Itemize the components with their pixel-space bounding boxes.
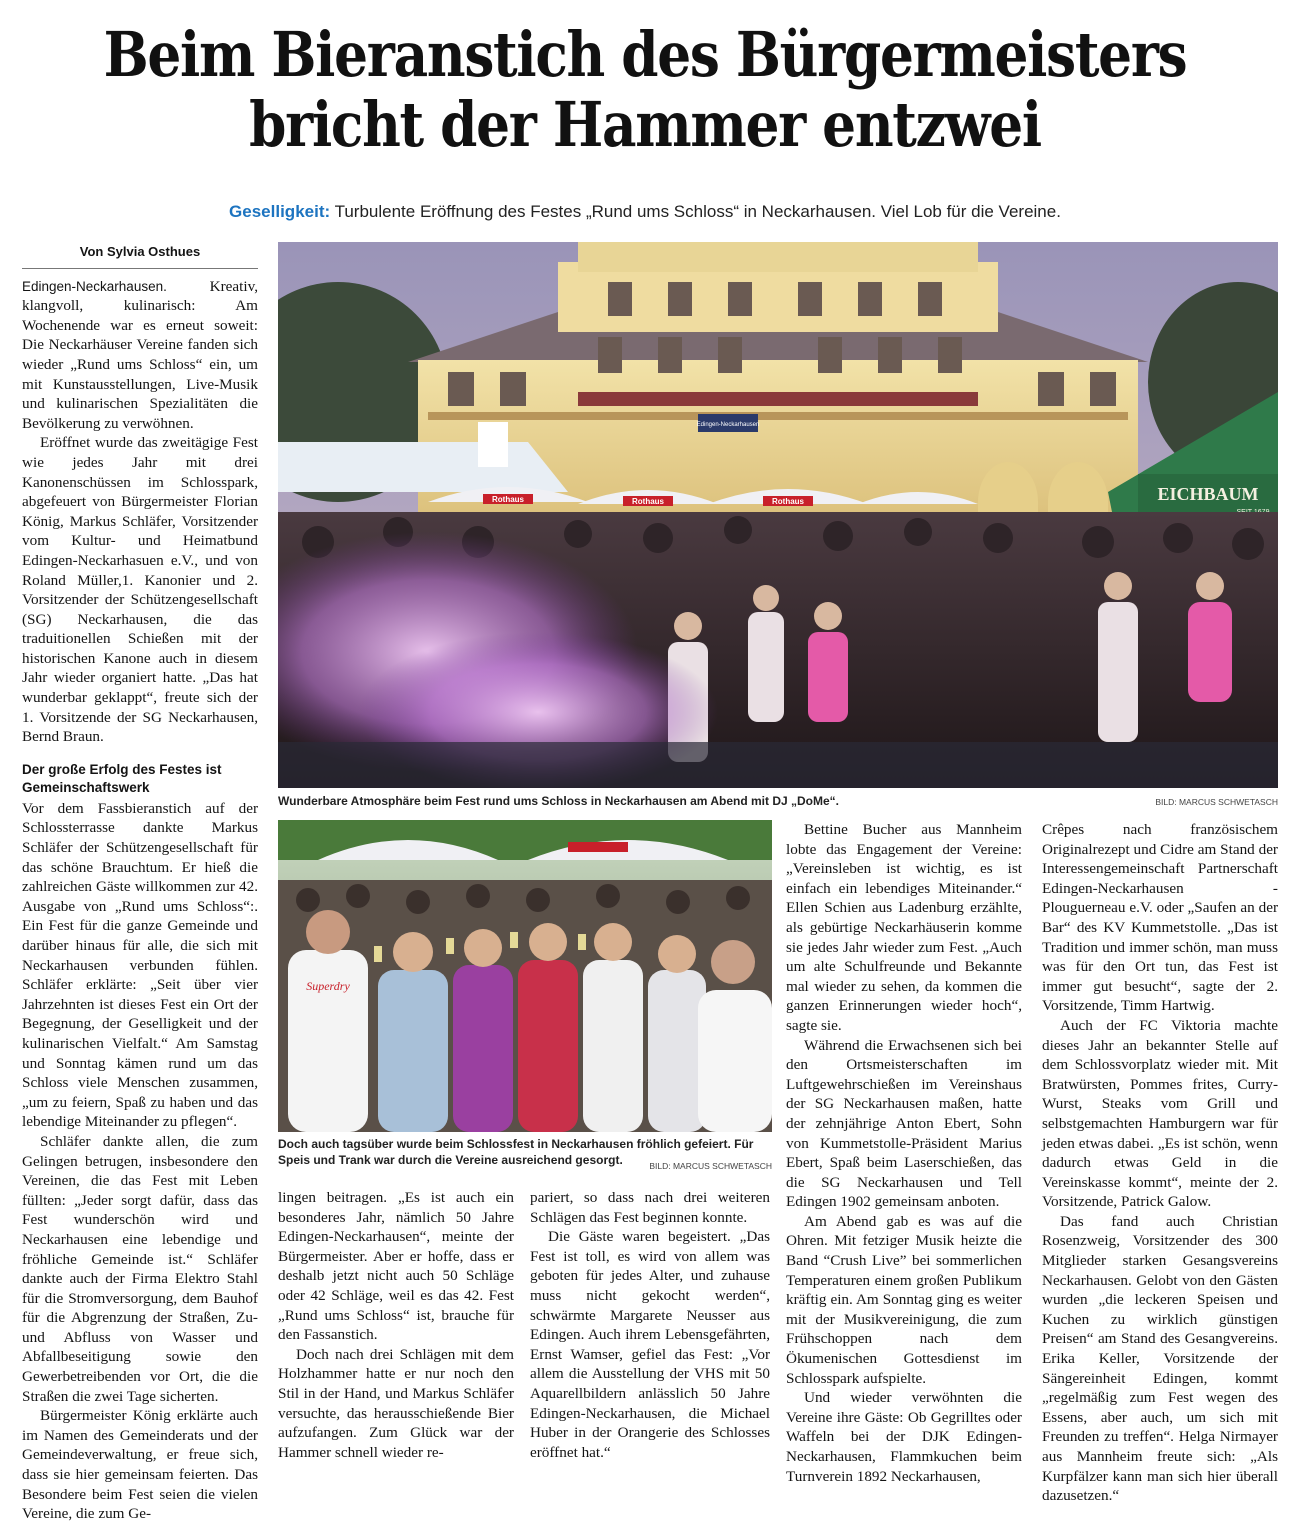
article-column-2 bbox=[278, 1188, 514, 1462]
festival-day-photo bbox=[278, 820, 772, 1132]
headline-line-1: Beim Bieranstich des Bürgermeisters bbox=[103, 18, 1187, 91]
photo-credit-1: BILD: MARCUS SCHWETASCH bbox=[1155, 797, 1278, 807]
subline-text: Turbulente Eröffnung des Festes „Rund ums Schloss“ in Neckarhausen. Viel Lob für die Vereine. bbox=[330, 202, 1061, 221]
article-column-3 bbox=[530, 1188, 770, 1462]
umbrella-brand-text: Rothaus bbox=[492, 495, 524, 504]
photo-caption-2 bbox=[278, 1136, 772, 1174]
paragraph: lingen beitragen. „Es ist auch ein besonderes Jahr, nämlich 50 Jahre Edingen-Neckarhausen“, meinte der Bürgermeister. Aber er hoffe, dass er deshalb jetzt nicht auch 50 Schläge oder 42 Schläge, weil es das 42. Fest „Rund ums Schloss“ ist, brauche für den Fassanstich. bbox=[278, 1189, 514, 1344]
eichbaum-sign: EICHBAUM bbox=[1157, 484, 1259, 504]
subline-kicker: Geselligkeit: bbox=[229, 202, 331, 221]
paragraph: Schläfer dankte allen, die zum Gelingen betrugen, insbesondere den Vereinen, die das Fest mit Leben füllten: „Jeder sorgt dafür, dass das Fest wunderschön wird und Neckarhausen eine lebendige und fröhliche Gemeinde ist.“ Schläfer dankte auch der Firma Elektro Stahl für die Stromversorgung, dem Bauhof für die Abgrenzung der Straßen, Zu- und Abfluss von Wasser und Abfallbeseitigung sowie den Gewerbetreibenden vor Ort, die die Straßen die zwei Tage sicherten. bbox=[22, 1132, 258, 1405]
festival-day-illustration bbox=[278, 820, 772, 1132]
photo-credit-2: BILD: MARCUS SCHWETASCH bbox=[649, 1161, 772, 1171]
festival-night-illustration bbox=[278, 242, 1278, 788]
headline-line-2: bricht der Hammer entzwei bbox=[249, 88, 1041, 161]
photo-caption-1 bbox=[278, 794, 1278, 808]
umbrella-brand-text: Rothaus bbox=[772, 497, 804, 506]
article-column-5 bbox=[1042, 820, 1278, 1506]
paragraph: Und wieder verwöhnten die Vereine ihre Gäste: Ob Gegrilltes oder Waffeln bei der DJK Edingen-Neckarhausen, Flammkuchen beim Turnverein 1892 Neckarhausen, bbox=[786, 1389, 1022, 1485]
paragraph: Bürgermeister König erklärte auch im Namen des Gemeinderats und der Gemeindeverwaltung, er freue sich, dass sie hier gemeinsam feierten. Das Besondere beim Fest seien die vielen Vereine, die zum Ge- bbox=[22, 1407, 258, 1523]
paragraph: Am Abend gab es was auf die Ohren. Mit fetziger Musik heizte die Band “Crush Live” bei sommerlichen Temperaturen einem großen Publikum kräftig ein. Am Sonntag ging es weiter mit der Musikvereinigung, die zum Frühschoppen nach dem Ökumenischen Gottesdienst im Schlosspark aufspielte. bbox=[786, 1212, 1022, 1387]
paragraph: Auch der FC Viktoria machte dieses Jahr an bekannter Stelle auf dem Schlossvorplatz wieder mit. Mit Bratwürsten, Pommes frites, Curry-Wurst, Steaks vom Grill und selbstgemachten Hamburgern war für jeden etwas dabei. „Es ist schön, wenn dadurch etwas Geld in die Vereinskasse kommt“, meinte der 2. Vorsitzende, Patrick Galow. bbox=[1042, 1016, 1278, 1211]
article-column-1 bbox=[22, 242, 258, 1524]
dateline: Edingen-Neckarhausen. bbox=[22, 278, 167, 294]
lead-text: Kreativ, klangvoll, kulinarisch: Am Wochenende war es erneut soweit: Die Neckarhäuser Vereine fanden sich wieder „Rund ums Schloss“ ein, um mit Kunstausstellungen, Live-Musik und kulinarischen Spezialitäten die Bevölkerung zu verwöhnen. bbox=[22, 277, 258, 432]
paragraph: Eröffnet wurde das zweitägige Fest wie jedes Jahr mit drei Kanonenschüssen im Schlosspark, abgefeuert von Bürgermeister Florian König, Markus Schläfer, Vorsitzender vom Kultur- und Heimatbund Edingen-Neckarhasuen e.V., und von Roland Müller,1. Kanonier und 2. Vorsitzender der Schützengesellschaft (SG) Neckarhausen, die das traduitionellen Schießen mit der historischen Kanone auch in diesem Jahr wieder organiert hatte. „Das hat wunderbar geklappt“, freute sich der 1. Vorsitzende der SG Neckarhausen, Bernd Braun. bbox=[22, 434, 258, 746]
town-sign-text: Edingen-Neckarhausen bbox=[696, 422, 760, 428]
paragraph: Vor dem Fassbieranstich auf der Schlossterrasse dankte Markus Schläfer der Schützengesellschaft für das schöne Brauchtum. Er hieß die zahlreichen Gäste willkommen zur 42. Ausgabe von „Rund ums Schloss“:. Ein Fest für die ganze Gemeinde und darüber hinaus für alle, die sich mit Neckarhausen verbunden fühlen. Schläfer erklärte: „Seit über vier Jahrzehnten ist dieses Fest ein Ort der Begegnung, der Geselligkeit und der kulinarischen Vielfalt.“ Am Samstag und Sonntag kämen rund um das Schloss viele Menschen zusammen, „um zu feiern, Spaß zu haben und das lebendige Miteinander zu pflegen“. bbox=[22, 799, 258, 1131]
paragraph: Das fand auch Christian Rosenzweig, Vorsitzender des 300 Mitglieder starken Gesangsvereins Neckarhausen. Gelobt von den Gästen wurden „die leckeren Speisen und Kuchen zu wirklich günstigen Preisen“ am Stand des Gesangvereins. Erika Keller, Vorsitzende der Sängereinheit Edingen, kommt „regelmäßig zum Fest wegen des Essens, aber auch, um sich mit Freunden zu treffen“. Helga Nirmayer aus Mannheim freute sich: „Als Kurpfälzer kann man sich hier überall dazusetzen.“ bbox=[1042, 1212, 1278, 1505]
paragraph: Die Gäste waren begeistert. „Das Fest ist toll, es wird von allem was geboten für jedes Alter, und zuhause muss nicht gekocht werden“, schwärmte Margarete Neusser aus Edingen. Auch ihrem Lebensgefährten, Ernst Wamser, gefiel das Fest: „Vor allem die Ausstellung der VHS mit 50 Aquarellbildern anlässlich 50 Jahre Edingen-Neckarhausen, die Michael Huber in der Orangerie des Schlosses eröffnet hat.“ bbox=[530, 1228, 770, 1461]
lead-paragraph bbox=[22, 277, 258, 434]
paragraph: Bettine Bucher aus Mannheim lobte das Engagement der Vereine: „Vereinsleben ist wichtig, es ist einfach ein lebendiges Miteinander.“ Ellen Schien aus Ladenburg erzählte, als gebürtige Neckarhäuserin komme sie jedes Jahr wieder zum Fest. „Auch um alte Schulfreunde und Bekannte mal wieder zu sehen, da kommen die ganzen Erinnerungen wieder hoch“, sagte sie. bbox=[786, 821, 1022, 1034]
shirt-print: Superdry bbox=[306, 979, 350, 993]
umbrella-brand-text: Rothaus bbox=[632, 497, 664, 506]
photo-caption-2-text: Doch auch tagsüber wurde beim Schlossfest in Neckarhausen fröhlich gefeiert. Für Speis und Trank war durch die Vereine ausreichend gesorgt. bbox=[278, 1137, 754, 1167]
headline bbox=[90, 20, 1199, 160]
paragraph: Doch nach drei Schlägen mit dem Holzhammer hatte er nur noch den Stil in der Hand, und Markus Schläfer versuchte, das herausschießende Bier aufzufangen. Zum Glück war der Hammer schnell wieder re- bbox=[278, 1345, 514, 1461]
photo-caption-1-text: Wunderbare Atmosphäre beim Fest rund ums Schloss in Neckarhausen am Abend mit DJ „DoMe“. bbox=[278, 794, 840, 808]
festival-night-photo bbox=[278, 242, 1278, 788]
paragraph: Crêpes nach französischem Originalrezept und Cidre am Stand der Interessengemeinschaft Partnerschaft Edingen-Neckarhausen - Plouguerneau e.V. oder „Saufen an der Bar“ des KV Kummetstolle. „Das ist Tradition und immer schön, man muss was für den Ort tun, das Fest ist immer gut besucht“, sagte der 2. Vorsitzende, Timm Hartwig. bbox=[1042, 821, 1278, 1015]
paragraph: pariert, so dass nach drei weiteren Schlägen das Fest beginnen konnte. bbox=[530, 1189, 770, 1226]
subline bbox=[0, 202, 1290, 222]
paragraph: Während die Erwachsenen sich bei den Ortsmeisterschaften im Luftgewehrschießen im Vereinshaus der SG Neckarhausen maßen, hatte der zehnjährige Anton Ebert, Sohn von Kummetstolle-Präsident Marius Ebert, Spaß beim Laserschießen, das die SG Neckarhausen und Tell Edingen 1902 gemeinsam anboten. bbox=[786, 1036, 1022, 1211]
article-column-4 bbox=[786, 820, 1022, 1486]
subheading: Der große Erfolg des Festes ist Gemeinschaftswerk bbox=[22, 761, 222, 795]
byline: Von Sylvia Osthues bbox=[22, 242, 258, 269]
